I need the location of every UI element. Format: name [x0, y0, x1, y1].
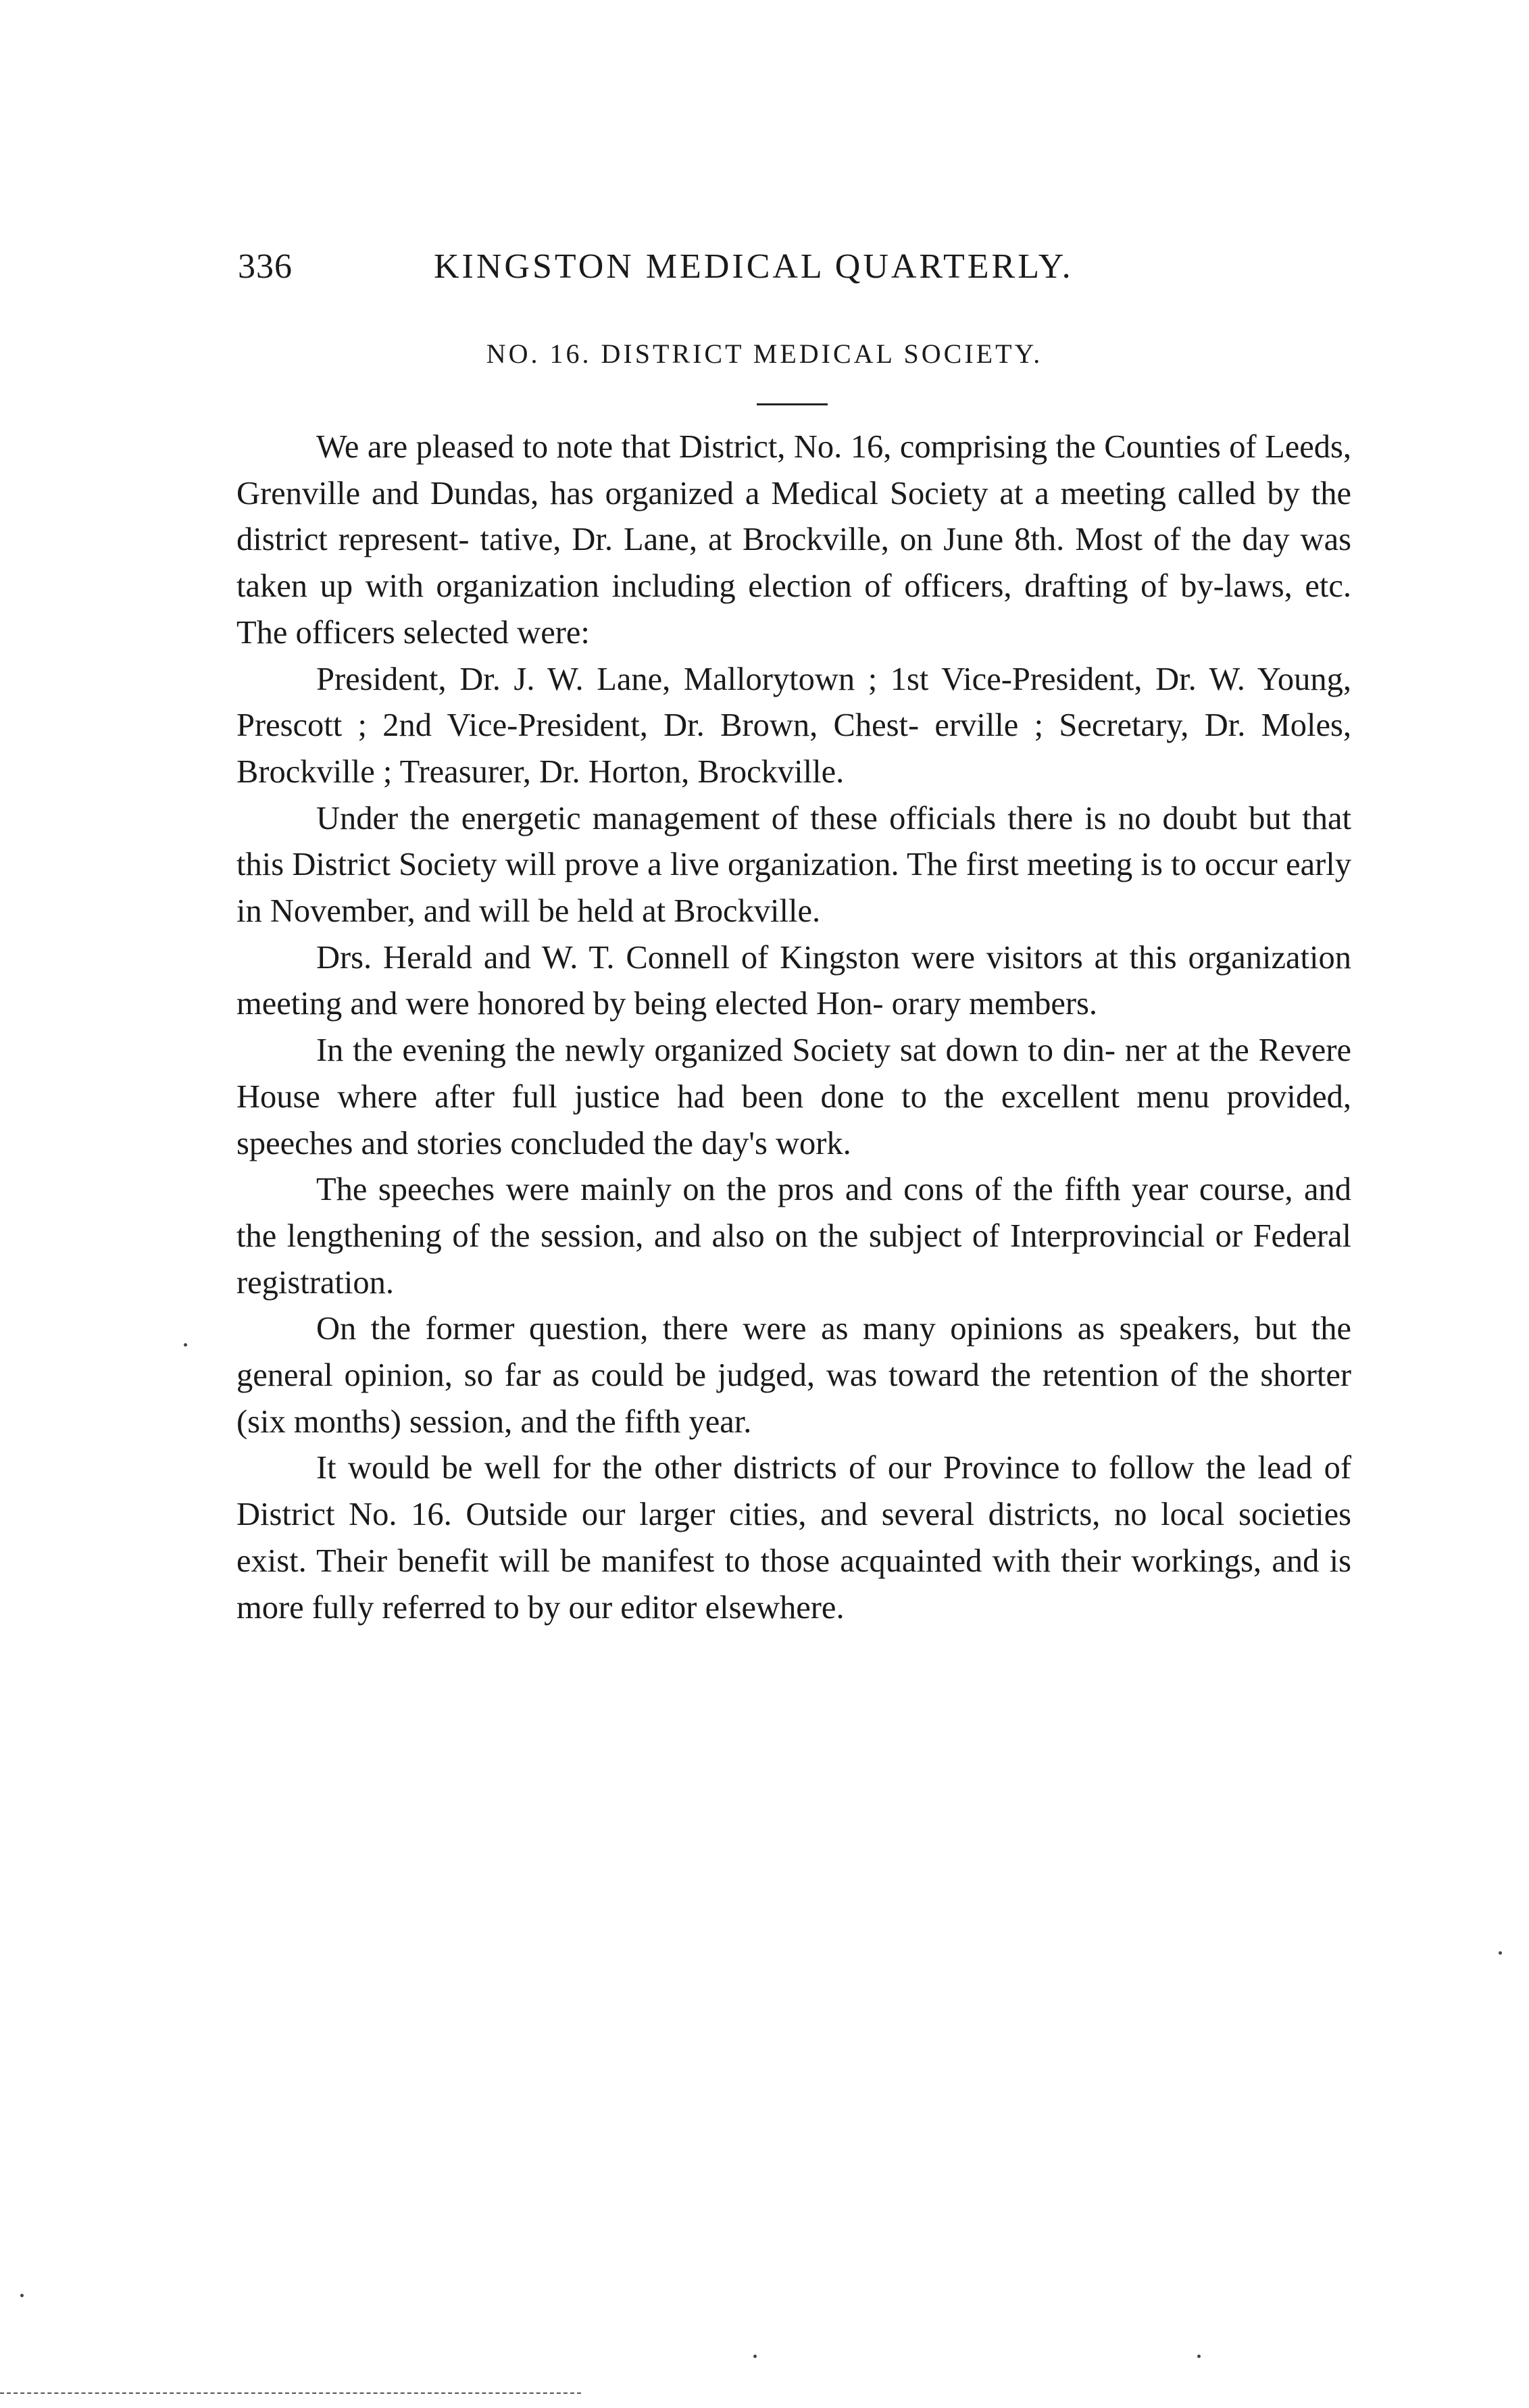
journal-title: KINGSTON MEDICAL QUARTERLY. [434, 247, 1074, 286]
paragraph-organization: We are pleased to note that District, No. 16, comprising the Counties of Leeds, Grenville and Dundas, has organized a Medical Society at a meeting called by the district represent- tative, Dr. Lane, at Brockville, on June 8th. Most of the day was taken up with organization including election of officers, drafting of by-laws, etc. The officers selected were: [236, 429, 1351, 651]
print-speck [20, 2294, 24, 2297]
print-speck [184, 1343, 187, 1347]
paragraph-management: Under the energetic management of these officials there is no doubt but that this District Society will prove a live organization. The first meeting is to occur early in November, and will be held at Brockville. [236, 800, 1351, 930]
paragraph-visitors: Drs. Herald and W. T. Connell of Kingston were visitors at this organization meeting and were honored by being elected Hon- orary members. [236, 939, 1351, 1022]
paragraph-opinions: On the former question, there were as many opinions as speakers, but the general opinion, so far as could be judged, was toward the retention of the shorter (six months) session, and the fifth year. [236, 1311, 1351, 1440]
page-edge-rule [0, 2392, 581, 2394]
paragraph-dinner: In the evening the newly organized Society sat down to din- ner at the Revere House where after full justice had been done to the excellent menu provided, speeches and stories concluded the day's work. [236, 1032, 1351, 1161]
print-speck [1499, 1951, 1502, 1955]
article-body [236, 424, 1351, 1631]
running-head [238, 247, 1353, 301]
article-title: NO. 16. DISTRICT MEDICAL SOCIETY. [486, 338, 1043, 369]
paragraph-speeches: The speeches were mainly on the pros and cons of the fifth year course, and the lengthening of the session, and also on the subject of Interprovincial or Federal registration. [236, 1172, 1351, 1301]
paragraph-officers: President, Dr. J. W. Lane, Mallorytown ; 1st Vice-President, Dr. W. Young, Prescott ; 2nd Vice-President, Dr. Brown, Chest- erville ; Secretary, Dr. Moles, Brockville ; Treasurer, Dr. Horton, Brockville. [236, 661, 1351, 790]
page-number: 336 [238, 247, 293, 286]
print-speck [1197, 2355, 1201, 2358]
paragraph-conclusion: It would be well for the other districts of our Province to follow the lead of District No. 16. Outside our larger cities, and several districts, no local societies exist. Their benefit will be manifest to those acquainted with their workings, and is more fully referred to by our editor elsewhere. [236, 1450, 1351, 1626]
print-speck [753, 2355, 757, 2358]
title-divider [757, 403, 828, 405]
